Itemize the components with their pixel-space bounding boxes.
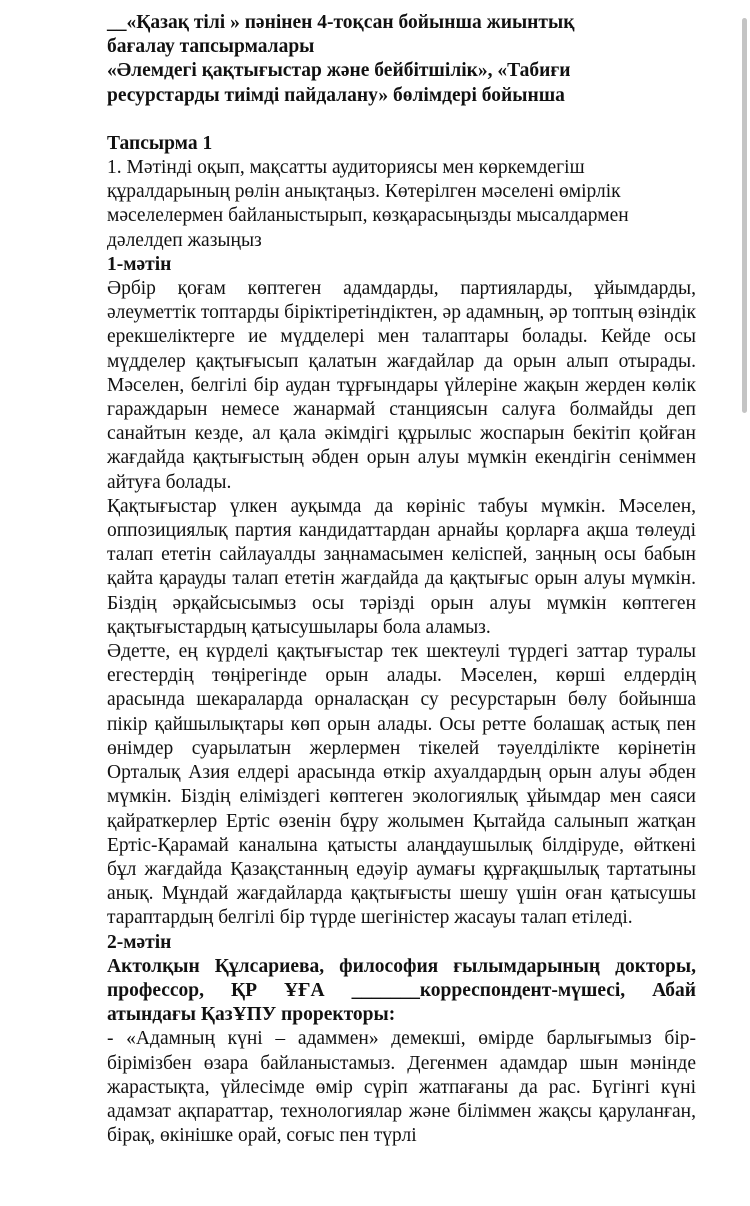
task-heading: Тапсырма 1 <box>107 132 213 154</box>
document-body <box>107 11 696 1148</box>
text1-heading: 1-мәтін <box>107 253 172 275</box>
text1-paragraph-2: Қақтығыстар үлкен ауқымда да көрініс табуы мүмкін. Мәселен, оппозициялық партия кандидаттардан арнайы қорларға ақша төлеуді талап ететін сайлауалды заңнамасымен келіспей, заңның осы бабын қайта қарауды талап ететін жағдайда да қақтығыс орын алуы мүмкін. Біздің әрқайсысымыз осы тәрізді орын алуы мүмкін көптеген қақтығыстардың қатысушылары бола аламыз. <box>107 495 696 638</box>
text1-paragraph-1: Әрбір қоғам көптеген адамдарды, партияларды, ұйымдарды, әлеуметтік топтарды біріктіретіндіктен, әр адамның, әр топтың өзіндік ерекшеліктерге ие мүдделері мен талаптары болады. Кейде осы мүдделер қақтығысып қалатын жағдайлар да орын алып отырады. Мәселен, белгілі бір аудан тұрғындары үйлеріне жақын жерден көлік гараждарын немесе жанармай станциясын салуға болмайды деп санайтын кезде, ал қала әкімдігі құрылыс жоспарын бекітіп қойған жағдайда қақтығыстың әбден орын алуы мүмкін екендігін сеніммен айтуға болады. <box>107 278 696 493</box>
subtitle-line-1: «Әлемдегі қақтығыстар және бейбітшілік», «Табиғи <box>107 60 571 82</box>
title-line-2: бағалау тапсырмалары <box>107 36 315 58</box>
subtitle-line-2: ресурстарды тиімді пайдалану» бөлімдері бойынша <box>107 84 565 106</box>
text1-paragraph-3: Әдетте, ең күрделі қақтығыстар тек шектеулі түрдегі заттар туралы егестердің төңірегінде орын алады. Мәселен, көрші елдердің арасында шекараларда орналасқан су ресурстарын бөлу бойынша пікір қайшылықтары көп орын алады. Осы ретте болашақ астық пен өнімдер суарылатын жерлермен тікелей тәуелділікте көрінетін Орталық Азия елдері арасында өткір ахуалдардың орын алуы әбден мүмкін. Біздің еліміздегі көптеген экологиялық ұйымдар мен саяси қайраткерлер Ертіс өзенін бұру жолымен Қытайда салынып жатқан Ертіс-Қарамай каналына қатысты алаңдаушылық білдіруде, өйткені бұл жағдайда Қазақстанның едәуір аумағы құрғақшылық тартатыны анық. Мұндай жағдайларда қақтығысты шешу үшін оған қатысушы тараптардың белгілі бір түрде шегіністер жасауы талап етіледі. <box>107 641 696 929</box>
text2-heading: 2-мәтін <box>107 931 172 953</box>
text2-author: Актолқын Құлсариева, философия ғылымдарының докторы, профессор, ҚР ҰҒА _______корреспондент-мүшесі, Абай атындағы ҚазҰПУ проректоры: <box>107 955 696 1026</box>
task-instruction: 1. Мәтінді оқып, мақсатты аудиториясы мен көркемдегіш құралдарының рөлін анықтаңыз. Көтерілген мәселені өмірлік мәселелермен байланыстырып, көзқарасыңызды мысалдармен дәлелдеп жазыңыз <box>107 157 629 251</box>
text2-paragraph: - «Адамның күні – адаммен» демекші, өмірде барлығымыз бір-бірімізбен өзара байланыстамыз. Дегенмен адамдар шын мәнінде жарастықта, үйлесімде өмір сүріп жатпағаны да рас. Бүгінгі күні адамзат ақпараттар, технологиялар және біліммен жақсы қаруланған, бірақ, өкінішке орай, соғыс пен түрлі <box>107 1028 696 1147</box>
vertical-scrollbar[interactable] <box>742 18 747 413</box>
title-line-1: __«Қазақ тілі » пәнінен 4-тоқсан бойынша жиынтық <box>107 12 575 33</box>
blank-line <box>107 108 696 132</box>
